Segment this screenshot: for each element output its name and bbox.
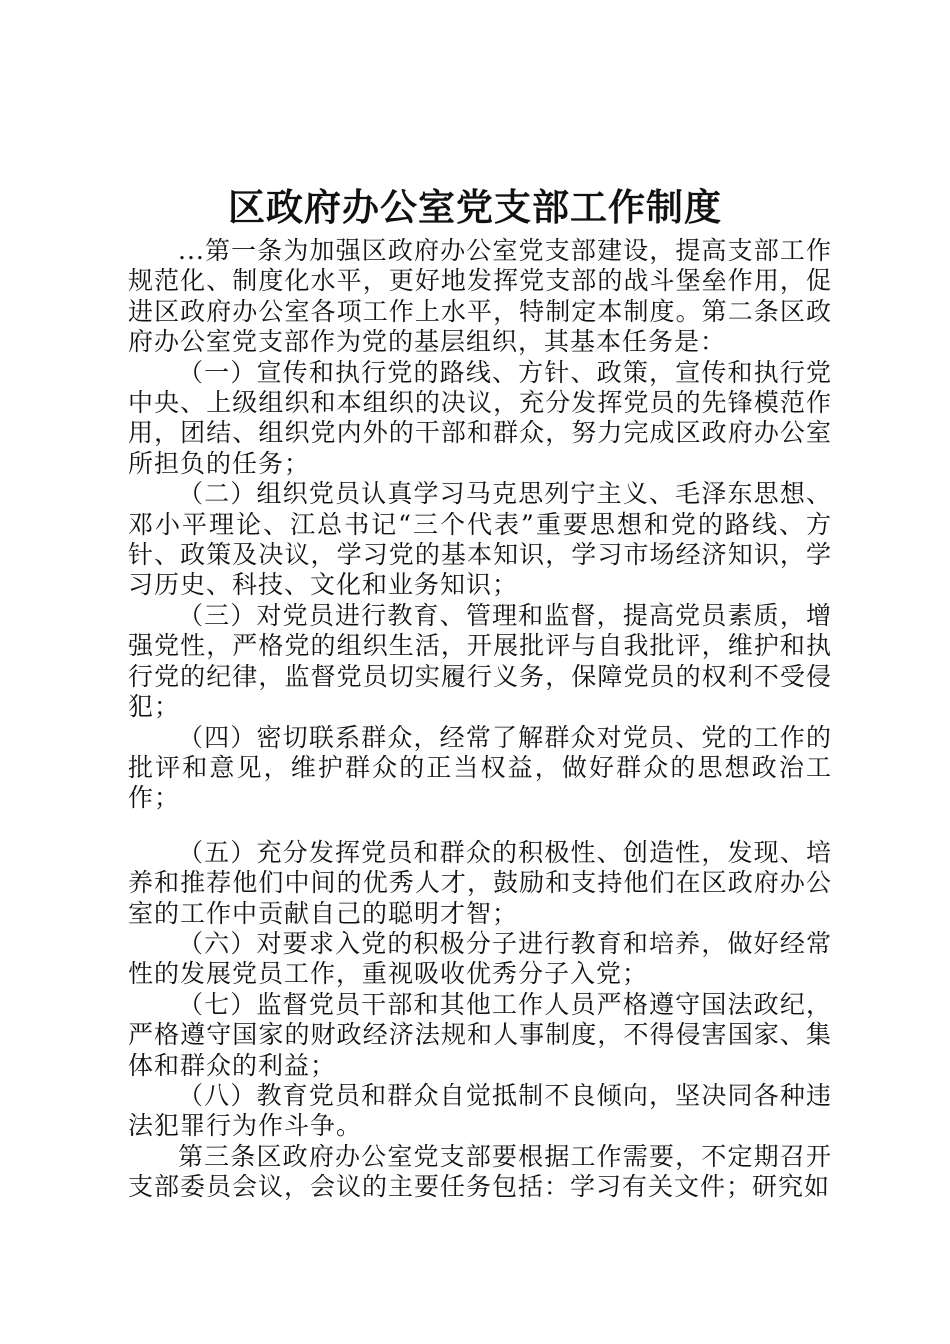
paragraph-item-3: （三）对党员进行教育、管理和监督，提高党员素质，增强党性，严格党的组织生活，开展批评与自我批评，维护和执行党的纪律，监督党员切实履行义务，保障党员的权利不受侵犯； — [128, 600, 832, 722]
paragraph-intro: ...第一条为加强区政府办公室党支部建设，提高支部工作规范化、制度化水平，更好地发挥党支部的战斗堡垒作用，促进区政府办公室各项工作上水平，特制定本制度。第二条区政府办公室党支部作为党的基层组织，其基本任务是： — [128, 236, 832, 357]
paragraph-item-1: （一）宣传和执行党的路线、方针、政策，宣传和执行党中央、上级组织和本组织的决议，充分发挥党员的先锋模范作用，团结、组织党内外的干部和群众，努力完成区政府办公室所担负的任务； — [128, 357, 832, 478]
paragraph-item-6: （六）对要求入党的积极分子进行教育和培养，做好经常性的发展党员工作，重视吸收优秀分子入党； — [128, 928, 832, 989]
paragraph-item-8: （八）教育党员和群众自觉抵制不良倾向，坚决同各种违法犯罪行为作斗争。 — [128, 1080, 832, 1141]
paragraph-item-2: （二）组织党员认真学习马克思列宁主义、毛泽东思想、邓小平理论、江总书记“三个代表”重要思想和党的路线、方针、政策及决议，学习党的基本知识，学习市场经济知识，学习历史、科技、文化和业务知识； — [128, 479, 832, 600]
paragraph-item-5: （五）充分发挥党员和群众的积极性、创造性，发现、培养和推荐他们中间的优秀人才，鼓励和支持他们在区政府办公室的工作中贡献自己的聪明才智； — [128, 837, 832, 928]
document-title: 区政府办公室党支部工作制度 — [228, 186, 722, 229]
paragraph-gap — [128, 814, 832, 838]
document-body — [128, 236, 832, 1203]
paragraph-item-4: （四）密切联系群众，经常了解群众对党员、党的工作的批评和意见，维护群众的正当权益，做好群众的思想政治工作； — [128, 722, 832, 813]
paragraph-article-3: 第三条区政府办公室党支部要根据工作需要，不定期召开支部委员会议，会议的主要任务包括：学习有关文件；研究如 — [128, 1141, 832, 1202]
paragraph-item-7: （七）监督党员干部和其他工作人员严格遵守国法政纪，严格遵守国家的财政经济法规和人事制度，不得侵害国家、集体和群众的利益； — [128, 989, 832, 1080]
